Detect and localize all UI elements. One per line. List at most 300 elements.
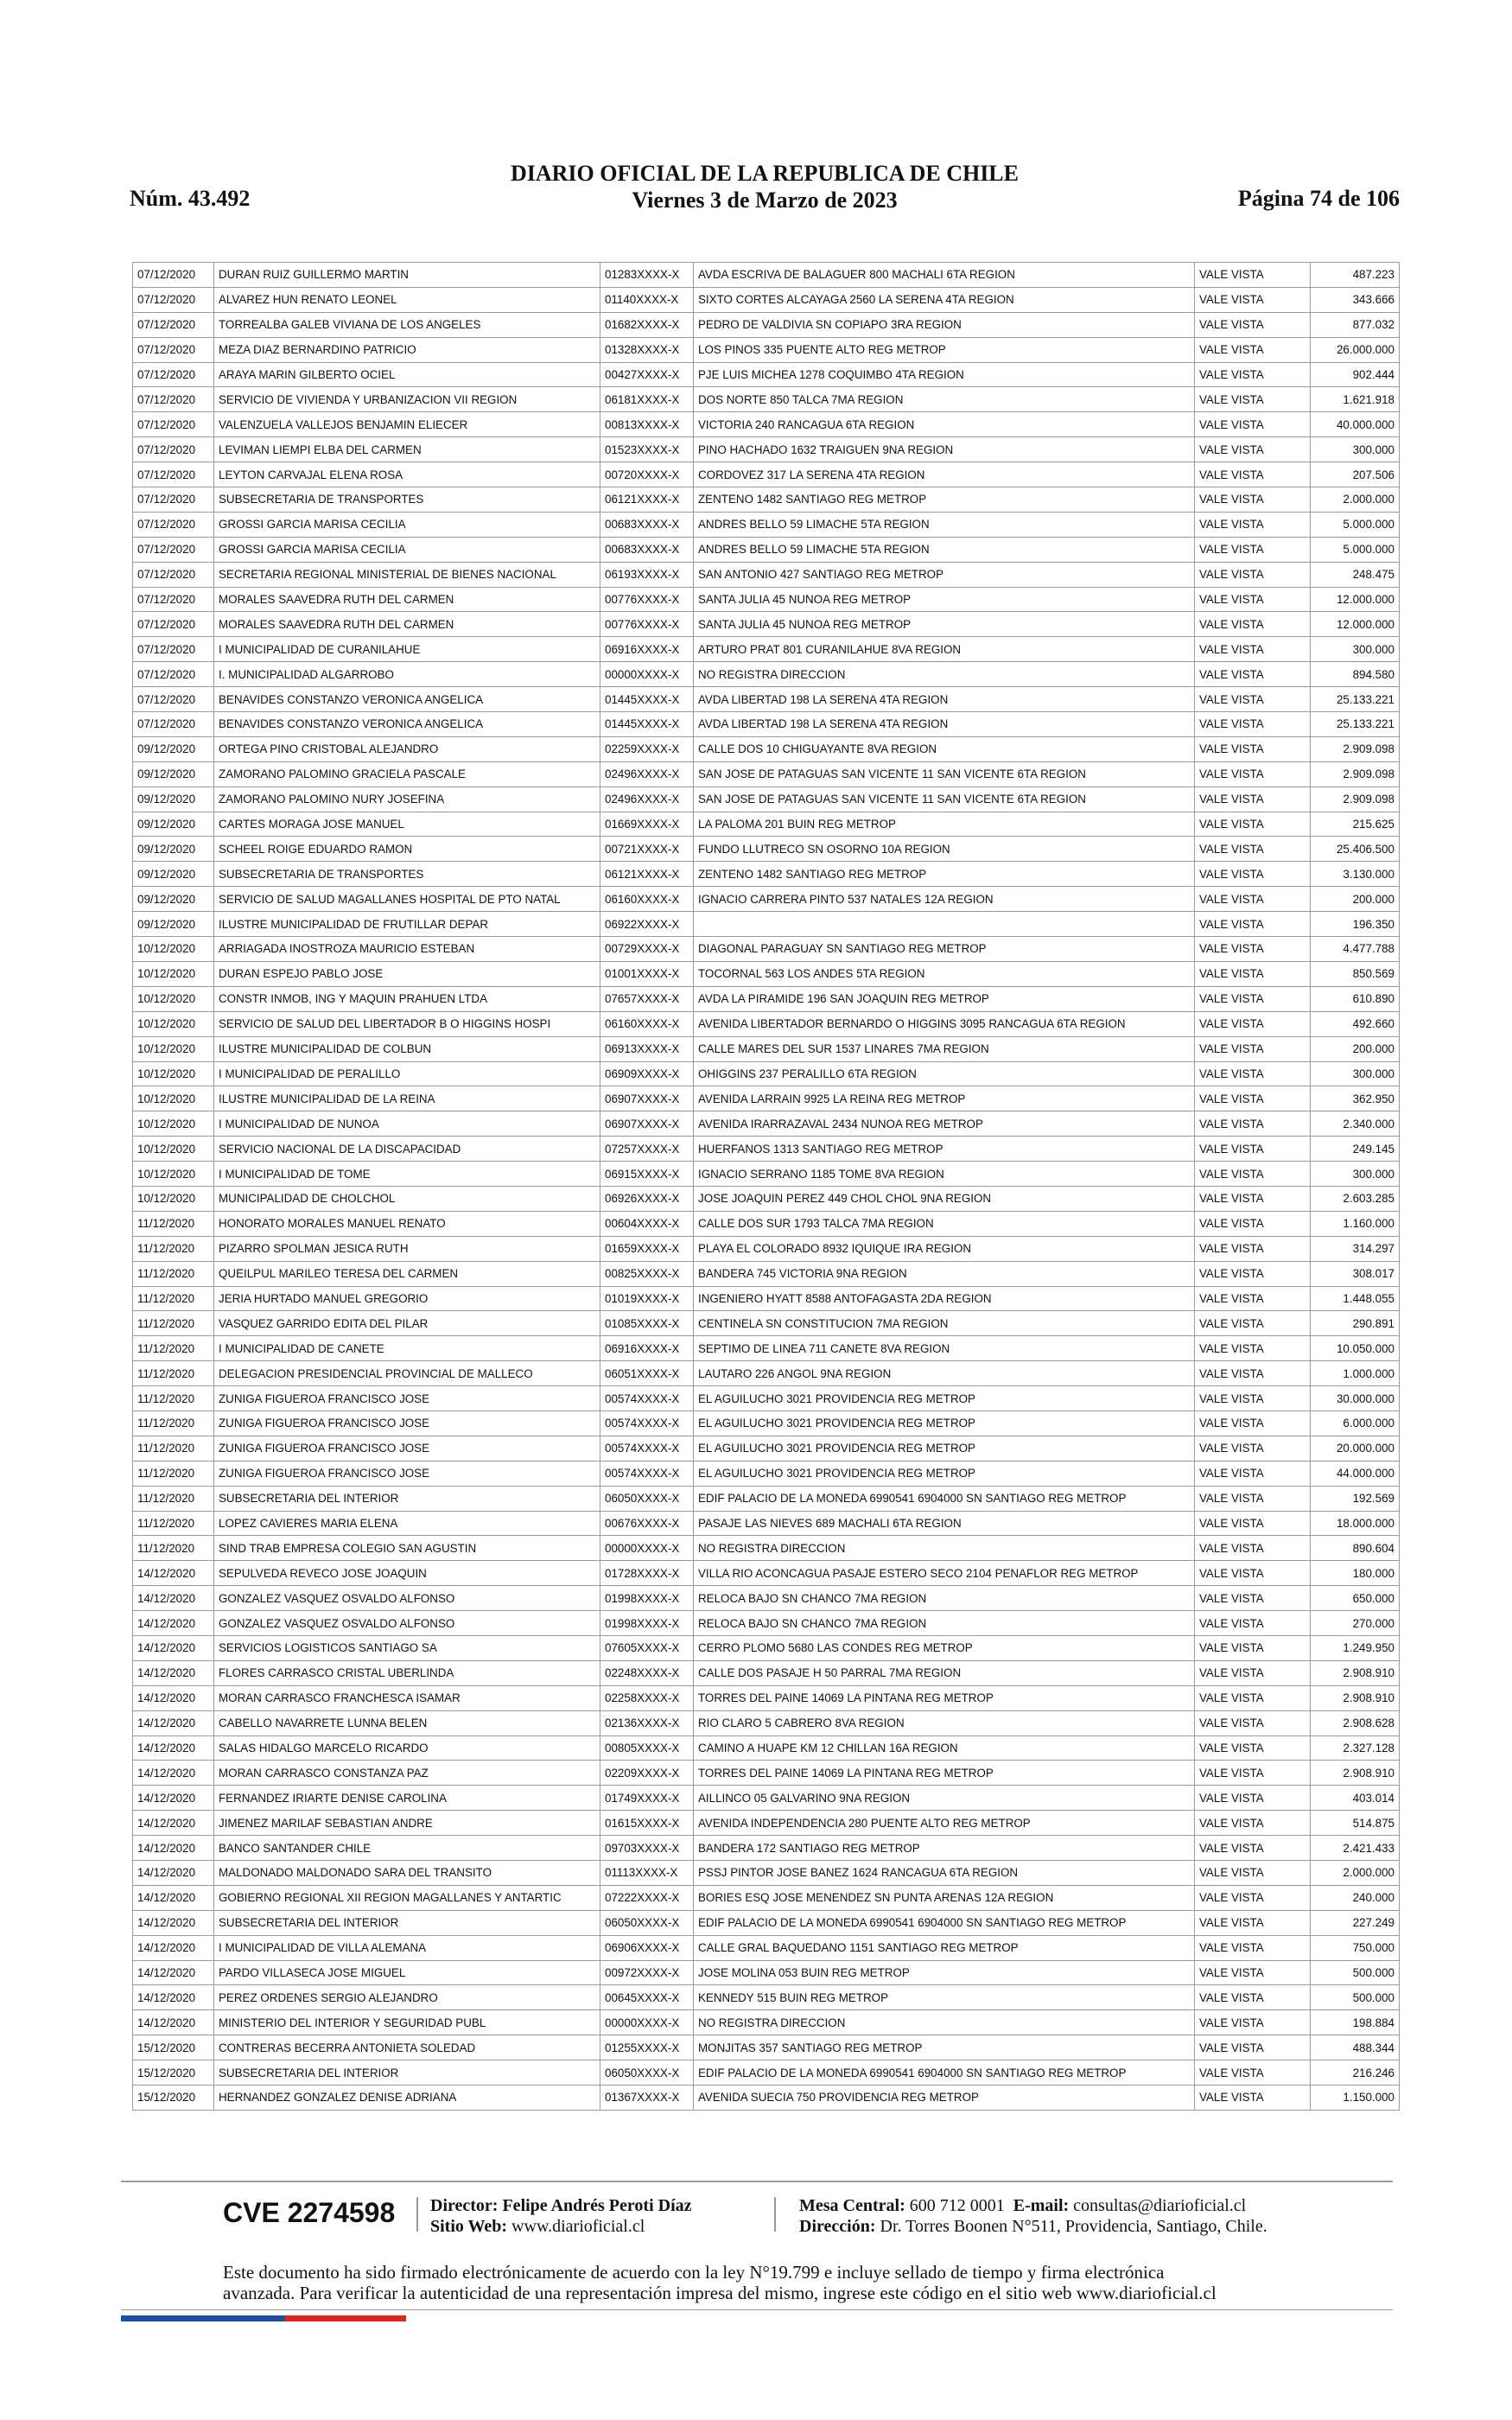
name-cell: SUBSECRETARIA DEL INTERIOR <box>214 1910 600 1935</box>
rut-cell: 06926XXXX-X <box>600 1186 694 1211</box>
name-cell: SUBSECRETARIA DE TRANSPORTES <box>214 487 600 513</box>
amount-cell: 343.666 <box>1311 287 1400 312</box>
date-cell: 09/12/2020 <box>133 912 214 937</box>
rut-cell: 01255XXXX-X <box>600 2035 694 2060</box>
name-cell: SERVICIOS LOGISTICOS SANTIAGO SA <box>214 1635 600 1660</box>
amount-cell: 1.150.000 <box>1311 2086 1400 2111</box>
rut-cell: 06913XXXX-X <box>600 1036 694 1061</box>
table-row <box>133 2086 1400 2111</box>
amount-cell: 290.891 <box>1311 1311 1400 1336</box>
address-text: Dr. Torres Boonen N°511, Providencia, Santiago, Chile. <box>880 2217 1267 2236</box>
date-cell: 14/12/2020 <box>133 1811 214 1836</box>
address-cell: ZENTENO 1482 SANTIAGO REG METROP <box>694 862 1195 887</box>
date-cell: 11/12/2020 <box>133 1536 214 1561</box>
name-cell: SERVICIO DE VIVIENDA Y URBANIZACION VII REGION <box>214 387 600 412</box>
name-cell: ZUNIGA FIGUEROA FRANCISCO JOSE <box>214 1461 600 1486</box>
date-cell: 11/12/2020 <box>133 1486 214 1511</box>
name-cell: PIZARRO SPOLMAN JESICA RUTH <box>214 1236 600 1261</box>
issue-number: Núm. 43.492 <box>130 186 251 211</box>
payment-method-cell: VALE VISTA <box>1195 1086 1311 1111</box>
table-row <box>133 812 1400 837</box>
address-cell: RIO CLARO 5 CABRERO 8VA REGION <box>694 1710 1195 1735</box>
website-label: Sitio Web: <box>430 2217 508 2236</box>
address-cell: BORIES ESQ JOSE MENENDEZ SN PUNTA ARENAS 12A REGION <box>694 1885 1195 1910</box>
payment-method-cell: VALE VISTA <box>1195 1735 1311 1761</box>
name-cell: ORTEGA PINO CRISTOBAL ALEJANDRO <box>214 736 600 761</box>
address-cell: PSSJ PINTOR JOSE BANEZ 1624 RANCAGUA 6TA REGION <box>694 1861 1195 1886</box>
page-indicator: Página 74 de 106 <box>1237 186 1400 211</box>
table-row <box>133 1286 1400 1311</box>
address-cell: NO REGISTRA DIRECCION <box>694 662 1195 687</box>
amount-cell: 5.000.000 <box>1311 537 1400 562</box>
rut-cell: 07605XXXX-X <box>600 1635 694 1660</box>
name-cell: ZUNIGA FIGUEROA FRANCISCO JOSE <box>214 1411 600 1436</box>
amount-cell: 25.133.221 <box>1311 712 1400 737</box>
amount-cell: 248.475 <box>1311 562 1400 587</box>
address-cell: LA PALOMA 201 BUIN REG METROP <box>694 812 1195 837</box>
rut-cell: 01749XXXX-X <box>600 1786 694 1811</box>
date-cell: 14/12/2020 <box>133 1635 214 1660</box>
table-row <box>133 612 1400 637</box>
table-row <box>133 362 1400 387</box>
name-cell: ARAYA MARIN GILBERTO OCIEL <box>214 362 600 387</box>
payments-table <box>132 262 1400 2111</box>
rut-cell: 01728XXXX-X <box>600 1561 694 1586</box>
table-row <box>133 1336 1400 1361</box>
name-cell: TORREALBA GALEB VIVIANA DE LOS ANGELES <box>214 312 600 337</box>
address-cell: DIAGONAL PARAGUAY SN SANTIAGO REG METROP <box>694 937 1195 962</box>
amount-cell: 200.000 <box>1311 1036 1400 1061</box>
amount-cell: 249.145 <box>1311 1137 1400 1162</box>
table-row <box>133 1086 1400 1111</box>
table-row <box>133 2035 1400 2060</box>
rut-cell: 01001XXXX-X <box>600 961 694 986</box>
date-cell: 09/12/2020 <box>133 837 214 862</box>
amount-cell: 2.909.098 <box>1311 761 1400 786</box>
amount-cell: 902.444 <box>1311 362 1400 387</box>
table-row <box>133 2010 1400 2035</box>
rut-cell: 02496XXXX-X <box>600 786 694 812</box>
address-cell: SIXTO CORTES ALCAYAGA 2560 LA SERENA 4TA REGION <box>694 287 1195 312</box>
amount-cell: 2.909.098 <box>1311 786 1400 812</box>
address-cell: VICTORIA 240 RANCAGUA 6TA REGION <box>694 412 1195 437</box>
address-cell: FUNDO LLUTRECO SN OSORNO 10A REGION <box>694 837 1195 862</box>
payment-method-cell: VALE VISTA <box>1195 1236 1311 1261</box>
address-cell: VILLA RIO ACONCAGUA PASAJE ESTERO SECO 2104 PENAFLOR REG METROP <box>694 1561 1195 1586</box>
address-cell: AVENIDA SUECIA 750 PROVIDENCIA REG METROP <box>694 2086 1195 2111</box>
address-cell: EL AGUILUCHO 3021 PROVIDENCIA REG METROP <box>694 1436 1195 1461</box>
table-row <box>133 287 1400 312</box>
address-cell: SEPTIMO DE LINEA 711 CANETE 8VA REGION <box>694 1336 1195 1361</box>
amount-cell: 314.297 <box>1311 1236 1400 1261</box>
name-cell: ILUSTRE MUNICIPALIDAD DE FRUTILLAR DEPAR <box>214 912 600 937</box>
payment-method-cell: VALE VISTA <box>1195 1061 1311 1086</box>
payment-method-cell: VALE VISTA <box>1195 312 1311 337</box>
address-cell: LAUTARO 226 ANGOL 9NA REGION <box>694 1361 1195 1386</box>
address-cell: IGNACIO SERRANO 1185 TOME 8VA REGION <box>694 1162 1195 1187</box>
date-cell: 10/12/2020 <box>133 1186 214 1211</box>
address-cell: SANTA JULIA 45 NUNOA REG METROP <box>694 587 1195 612</box>
amount-cell: 500.000 <box>1311 1960 1400 1985</box>
amount-cell: 1.621.918 <box>1311 387 1400 412</box>
name-cell: SCHEEL ROIGE EDUARDO RAMON <box>214 837 600 862</box>
table-row <box>133 1910 1400 1935</box>
table-row <box>133 1960 1400 1985</box>
website-line <box>430 2216 645 2237</box>
table-row <box>133 562 1400 587</box>
flag-blue-segment <box>121 2315 285 2321</box>
name-cell: LEYTON CARVAJAL ELENA ROSA <box>214 462 600 487</box>
date-cell: 11/12/2020 <box>133 1211 214 1236</box>
payment-method-cell: VALE VISTA <box>1195 487 1311 513</box>
table-row <box>133 637 1400 662</box>
payment-method-cell: VALE VISTA <box>1195 1286 1311 1311</box>
name-cell: SERVICIO NACIONAL DE LA DISCAPACIDAD <box>214 1137 600 1162</box>
name-cell: BENAVIDES CONSTANZO VERONICA ANGELICA <box>214 687 600 712</box>
date-cell: 14/12/2020 <box>133 1985 214 2010</box>
payment-method-cell: VALE VISTA <box>1195 437 1311 462</box>
address-cell: EDIF PALACIO DE LA MONEDA 6990541 6904000 SN SANTIAGO REG METROP <box>694 2060 1195 2086</box>
name-cell: I MUNICIPALIDAD DE NUNOA <box>214 1111 600 1137</box>
date-cell: 10/12/2020 <box>133 1086 214 1111</box>
amount-cell: 30.000.000 <box>1311 1386 1400 1411</box>
table-row <box>133 1111 1400 1137</box>
payment-method-cell: VALE VISTA <box>1195 1985 1311 2010</box>
rut-cell: 01615XXXX-X <box>600 1811 694 1836</box>
amount-cell: 300.000 <box>1311 437 1400 462</box>
rut-cell: 06907XXXX-X <box>600 1111 694 1137</box>
rut-cell: 06915XXXX-X <box>600 1162 694 1187</box>
payment-method-cell: VALE VISTA <box>1195 1511 1311 1536</box>
name-cell: ARRIAGADA INOSTROZA MAURICIO ESTEBAN <box>214 937 600 962</box>
payment-method-cell: VALE VISTA <box>1195 1660 1311 1685</box>
name-cell: I MUNICIPALIDAD DE VILLA ALEMANA <box>214 1935 600 1960</box>
address-cell: AVENIDA INDEPENDENCIA 280 PUENTE ALTO REG METROP <box>694 1811 1195 1836</box>
rut-cell: 02248XXXX-X <box>600 1660 694 1685</box>
rut-cell: 01283XXXX-X <box>600 263 694 288</box>
name-cell: HONORATO MORALES MANUEL RENATO <box>214 1211 600 1236</box>
date-cell: 14/12/2020 <box>133 1586 214 1611</box>
name-cell: I. MUNICIPALIDAD ALGARROBO <box>214 662 600 687</box>
payment-method-cell: VALE VISTA <box>1195 537 1311 562</box>
footer-divider-2 <box>774 2197 776 2232</box>
address-cell <box>694 912 1195 937</box>
rut-cell: 02259XXXX-X <box>600 736 694 761</box>
amount-cell: 300.000 <box>1311 1061 1400 1086</box>
name-cell: DELEGACION PRESIDENCIAL PROVINCIAL DE MALLECO <box>214 1361 600 1386</box>
date-cell: 07/12/2020 <box>133 337 214 362</box>
address-cell: JOSE JOAQUIN PEREZ 449 CHOL CHOL 9NA REGION <box>694 1186 1195 1211</box>
date-cell: 11/12/2020 <box>133 1336 214 1361</box>
name-cell: DURAN ESPEJO PABLO JOSE <box>214 961 600 986</box>
payment-method-cell: VALE VISTA <box>1195 1461 1311 1486</box>
name-cell: CONSTR INMOB, ING Y MAQUIN PRAHUEN LTDA <box>214 986 600 1011</box>
table-row <box>133 662 1400 687</box>
rut-cell: 01140XXXX-X <box>600 287 694 312</box>
address-cell: PLAYA EL COLORADO 8932 IQUIQUE IRA REGION <box>694 1236 1195 1261</box>
amount-cell: 200.000 <box>1311 887 1400 912</box>
rut-cell: 00000XXXX-X <box>600 1536 694 1561</box>
name-cell: SERVICIO DE SALUD MAGALLANES HOSPITAL DE PTO NATAL <box>214 887 600 912</box>
name-cell: MORALES SAAVEDRA RUTH DEL CARMEN <box>214 612 600 637</box>
date-cell: 14/12/2020 <box>133 1710 214 1735</box>
amount-cell: 1.000.000 <box>1311 1361 1400 1386</box>
payment-method-cell: VALE VISTA <box>1195 961 1311 986</box>
date-cell: 07/12/2020 <box>133 362 214 387</box>
name-cell: SIND TRAB EMPRESA COLEGIO SAN AGUSTIN <box>214 1536 600 1561</box>
address-cell: AVENIDA LIBERTADOR BERNARDO O HIGGINS 3095 RANCAGUA 6TA REGION <box>694 1011 1195 1036</box>
name-cell: GONZALEZ VASQUEZ OSVALDO ALFONSO <box>214 1586 600 1611</box>
email-link[interactable]: consultas@diarioficial.cl <box>1073 2196 1247 2215</box>
table-row <box>133 1985 1400 2010</box>
table-row <box>133 1735 1400 1761</box>
rut-cell: 00574XXXX-X <box>600 1411 694 1436</box>
address-cell: CALLE DOS PASAJE H 50 PARRAL 7MA REGION <box>694 1660 1195 1685</box>
date-cell: 07/12/2020 <box>133 687 214 712</box>
amount-cell: 2.340.000 <box>1311 1111 1400 1137</box>
name-cell: MUNICIPALIDAD DE CHOLCHOL <box>214 1186 600 1211</box>
table-row <box>133 1635 1400 1660</box>
date-cell: 14/12/2020 <box>133 1685 214 1710</box>
rut-cell: 00825XXXX-X <box>600 1261 694 1286</box>
phone-label: Mesa Central: <box>799 2196 905 2215</box>
date-cell: 09/12/2020 <box>133 812 214 837</box>
table-row <box>133 412 1400 437</box>
name-cell: JERIA HURTADO MANUEL GREGORIO <box>214 1286 600 1311</box>
payment-method-cell: VALE VISTA <box>1195 1836 1311 1861</box>
payment-method-cell: VALE VISTA <box>1195 2086 1311 2111</box>
payment-method-cell: VALE VISTA <box>1195 2010 1311 2035</box>
date-cell: 14/12/2020 <box>133 1561 214 1586</box>
table-row <box>133 1311 1400 1336</box>
payment-method-cell: VALE VISTA <box>1195 1137 1311 1162</box>
table-row <box>133 1660 1400 1685</box>
name-cell: QUEILPUL MARILEO TERESA DEL CARMEN <box>214 1261 600 1286</box>
address-cell: CALLE DOS SUR 1793 TALCA 7MA REGION <box>694 1211 1195 1236</box>
payment-method-cell: VALE VISTA <box>1195 1162 1311 1187</box>
rut-cell: 06907XXXX-X <box>600 1086 694 1111</box>
name-cell: LEVIMAN LIEMPI ELBA DEL CARMEN <box>214 437 600 462</box>
payment-method-cell: VALE VISTA <box>1195 1386 1311 1411</box>
amount-cell: 1.249.950 <box>1311 1635 1400 1660</box>
address-cell: AVDA ESCRIVA DE BALAGUER 800 MACHALI 6TA REGION <box>694 263 1195 288</box>
rut-cell: 00000XXXX-X <box>600 2010 694 2035</box>
address-cell: EL AGUILUCHO 3021 PROVIDENCIA REG METROP <box>694 1386 1195 1411</box>
rut-cell: 00574XXXX-X <box>600 1461 694 1486</box>
address-cell: MONJITAS 357 SANTIAGO REG METROP <box>694 2035 1195 2060</box>
rut-cell: 09703XXXX-X <box>600 1836 694 1861</box>
address-cell: NO REGISTRA DIRECCION <box>694 2010 1195 2035</box>
address-cell: AVDA LA PIRAMIDE 196 SAN JOAQUIN REG METROP <box>694 986 1195 1011</box>
payment-method-cell: VALE VISTA <box>1195 562 1311 587</box>
address-cell: ANDRES BELLO 59 LIMACHE 5TA REGION <box>694 512 1195 537</box>
amount-cell: 2.000.000 <box>1311 487 1400 513</box>
payment-method-cell: VALE VISTA <box>1195 786 1311 812</box>
name-cell: SEPULVEDA REVECO JOSE JOAQUIN <box>214 1561 600 1586</box>
table-row <box>133 1061 1400 1086</box>
amount-cell: 2.908.910 <box>1311 1660 1400 1685</box>
rut-cell: 01445XXXX-X <box>600 687 694 712</box>
name-cell: SECRETARIA REGIONAL MINISTERIAL DE BIENES NACIONAL <box>214 562 600 587</box>
address-cell: EDIF PALACIO DE LA MONEDA 6990541 6904000 SN SANTIAGO REG METROP <box>694 1910 1195 1935</box>
date-cell: 07/12/2020 <box>133 712 214 737</box>
payment-method-cell: VALE VISTA <box>1195 1311 1311 1336</box>
date-cell: 10/12/2020 <box>133 961 214 986</box>
address-cell: CENTINELA SN CONSTITUCION 7MA REGION <box>694 1311 1195 1336</box>
date-cell: 14/12/2020 <box>133 2010 214 2035</box>
address-cell: EL AGUILUCHO 3021 PROVIDENCIA REG METROP <box>694 1461 1195 1486</box>
rut-cell: 00776XXXX-X <box>600 587 694 612</box>
payment-method-cell: VALE VISTA <box>1195 1861 1311 1886</box>
date-cell: 10/12/2020 <box>133 1111 214 1137</box>
amount-cell: 20.000.000 <box>1311 1436 1400 1461</box>
name-cell: PARDO VILLASECA JOSE MIGUEL <box>214 1960 600 1985</box>
rut-cell: 06050XXXX-X <box>600 1910 694 1935</box>
payment-method-cell: VALE VISTA <box>1195 986 1311 1011</box>
amount-cell: 26.000.000 <box>1311 337 1400 362</box>
phone-number: 600 712 0001 <box>909 2196 1005 2215</box>
masthead <box>130 160 1400 213</box>
address-label: Dirección: <box>799 2217 876 2236</box>
table-row <box>133 687 1400 712</box>
address-cell: PEDRO DE VALDIVIA SN COPIAPO 3RA REGION <box>694 312 1195 337</box>
table-row <box>133 487 1400 513</box>
payment-method-cell: VALE VISTA <box>1195 1960 1311 1985</box>
amount-cell: 890.604 <box>1311 1536 1400 1561</box>
rut-cell: 06050XXXX-X <box>600 1486 694 1511</box>
contact-line <box>799 2195 1246 2216</box>
name-cell: ILUSTRE MUNICIPALIDAD DE COLBUN <box>214 1036 600 1061</box>
payment-method-cell: VALE VISTA <box>1195 337 1311 362</box>
name-cell: SUBSECRETARIA DEL INTERIOR <box>214 2060 600 2086</box>
date-cell: 14/12/2020 <box>133 1960 214 1985</box>
date-cell: 14/12/2020 <box>133 1861 214 1886</box>
amount-cell: 610.890 <box>1311 986 1400 1011</box>
payment-method-cell: VALE VISTA <box>1195 912 1311 937</box>
rut-cell: 00604XXXX-X <box>600 1211 694 1236</box>
name-cell: ZAMORANO PALOMINO GRACIELA PASCALE <box>214 761 600 786</box>
rut-cell: 02496XXXX-X <box>600 761 694 786</box>
address-cell: ARTURO PRAT 801 CURANILAHUE 8VA REGION <box>694 637 1195 662</box>
date-cell: 07/12/2020 <box>133 312 214 337</box>
payment-method-cell: VALE VISTA <box>1195 1710 1311 1735</box>
table-row <box>133 1710 1400 1735</box>
address-cell: SAN ANTONIO 427 SANTIAGO REG METROP <box>694 562 1195 587</box>
rut-cell: 00645XXXX-X <box>600 1985 694 2010</box>
table-row <box>133 1361 1400 1386</box>
amount-cell: 308.017 <box>1311 1261 1400 1286</box>
table-row <box>133 1586 1400 1611</box>
date-cell: 07/12/2020 <box>133 287 214 312</box>
table-row <box>133 1761 1400 1786</box>
payment-method-cell: VALE VISTA <box>1195 1811 1311 1836</box>
payment-method-cell: VALE VISTA <box>1195 862 1311 887</box>
date-cell: 11/12/2020 <box>133 1386 214 1411</box>
date-cell: 07/12/2020 <box>133 612 214 637</box>
name-cell: SUBSECRETARIA DEL INTERIOR <box>214 1486 600 1511</box>
address-cell: TORRES DEL PAINE 14069 LA PINTANA REG METROP <box>694 1685 1195 1710</box>
payment-method-cell: VALE VISTA <box>1195 2035 1311 2060</box>
name-cell: CONTRERAS BECERRA ANTONIETA SOLEDAD <box>214 2035 600 2060</box>
amount-cell: 488.344 <box>1311 2035 1400 2060</box>
payment-method-cell: VALE VISTA <box>1195 687 1311 712</box>
name-cell: MORALES SAAVEDRA RUTH DEL CARMEN <box>214 587 600 612</box>
date-cell: 11/12/2020 <box>133 1361 214 1386</box>
name-cell: I MUNICIPALIDAD DE PERALILLO <box>214 1061 600 1086</box>
table-row <box>133 712 1400 737</box>
date-cell: 14/12/2020 <box>133 1786 214 1811</box>
rut-cell: 00776XXXX-X <box>600 612 694 637</box>
table-row <box>133 736 1400 761</box>
rut-cell: 06050XXXX-X <box>600 2060 694 2086</box>
amount-cell: 192.569 <box>1311 1486 1400 1511</box>
rut-cell: 06916XXXX-X <box>600 1336 694 1361</box>
payment-method-cell: VALE VISTA <box>1195 1786 1311 1811</box>
amount-cell: 25.133.221 <box>1311 687 1400 712</box>
date-cell: 10/12/2020 <box>133 1036 214 1061</box>
signature-notice <box>223 2262 1329 2303</box>
amount-cell: 18.000.000 <box>1311 1511 1400 1536</box>
rut-cell: 01019XXXX-X <box>600 1286 694 1311</box>
amount-cell: 487.223 <box>1311 263 1400 288</box>
amount-cell: 1.448.055 <box>1311 1286 1400 1311</box>
date-cell: 11/12/2020 <box>133 1286 214 1311</box>
amount-cell: 3.130.000 <box>1311 862 1400 887</box>
table-row <box>133 337 1400 362</box>
page-header <box>130 160 1400 220</box>
table-row <box>133 387 1400 412</box>
rut-cell: 00683XXXX-X <box>600 537 694 562</box>
table-row <box>133 1885 1400 1910</box>
amount-cell: 216.246 <box>1311 2060 1400 2086</box>
footer-bottom-rule <box>121 2309 1393 2310</box>
payment-method-cell: VALE VISTA <box>1195 512 1311 537</box>
rut-cell: 00729XXXX-X <box>600 937 694 962</box>
rut-cell: 00574XXXX-X <box>600 1386 694 1411</box>
address-cell: BANDERA 172 SANTIAGO REG METROP <box>694 1836 1195 1861</box>
notice-line-2: avanzada. Para verificar la autenticidad de una representación impresa del mismo, ingrese este código en el sitio web www.diarioficial.cl <box>223 2283 1217 2303</box>
name-cell: GROSSI GARCIA MARISA CECILIA <box>214 512 600 537</box>
amount-cell: 514.875 <box>1311 1811 1400 1836</box>
name-cell: MORAN CARRASCO FRANCHESCA ISAMAR <box>214 1685 600 1710</box>
payments-table-body <box>133 263 1400 2111</box>
flag-red-segment <box>285 2315 406 2321</box>
address-cell: EDIF PALACIO DE LA MONEDA 6990541 6904000 SN SANTIAGO REG METROP <box>694 1486 1195 1511</box>
name-cell: HERNANDEZ GONZALEZ DENISE ADRIANA <box>214 2086 600 2111</box>
amount-cell: 240.000 <box>1311 1885 1400 1910</box>
footer-divider <box>416 2197 418 2232</box>
date-cell: 11/12/2020 <box>133 1311 214 1336</box>
date-cell: 07/12/2020 <box>133 437 214 462</box>
date-cell: 10/12/2020 <box>133 1011 214 1036</box>
payment-method-cell: VALE VISTA <box>1195 887 1311 912</box>
name-cell: I MUNICIPALIDAD DE CANETE <box>214 1336 600 1361</box>
name-cell: I MUNICIPALIDAD DE TOME <box>214 1162 600 1187</box>
amount-cell: 2.909.098 <box>1311 736 1400 761</box>
name-cell: ILUSTRE MUNICIPALIDAD DE LA REINA <box>214 1086 600 1111</box>
name-cell: VALENZUELA VALLEJOS BENJAMIN ELIECER <box>214 412 600 437</box>
table-row <box>133 961 1400 986</box>
date-cell: 11/12/2020 <box>133 1236 214 1261</box>
date-cell: 11/12/2020 <box>133 1511 214 1536</box>
table-row <box>133 1011 1400 1036</box>
website-link[interactable]: www.diarioficial.cl <box>511 2217 645 2236</box>
table-row <box>133 1137 1400 1162</box>
payment-method-cell: VALE VISTA <box>1195 1761 1311 1786</box>
date-cell: 09/12/2020 <box>133 887 214 912</box>
date-cell: 11/12/2020 <box>133 1461 214 1486</box>
rut-cell: 02136XXXX-X <box>600 1710 694 1735</box>
